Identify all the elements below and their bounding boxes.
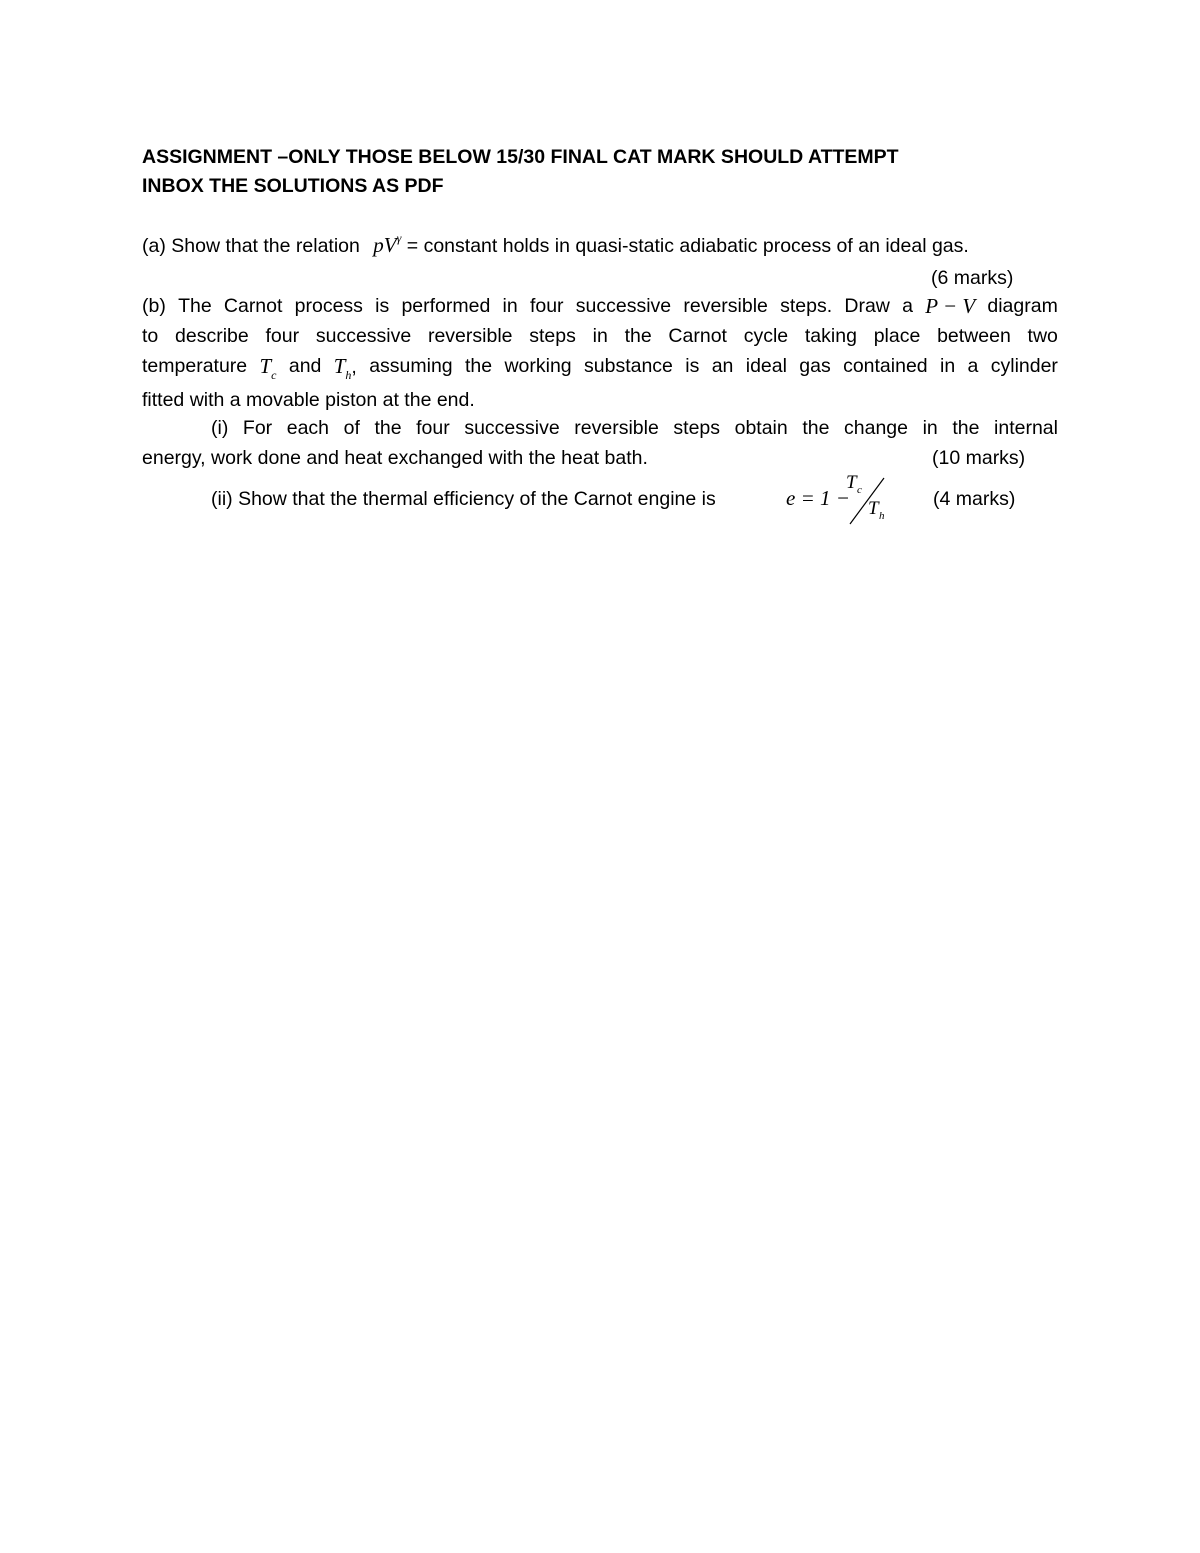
word: For (242, 417, 273, 439)
word: is (685, 355, 700, 377)
word: an (711, 355, 734, 377)
word: temperature (142, 355, 248, 377)
word: to (142, 325, 159, 347)
tc-symbol (259, 354, 276, 381)
word: reversible (683, 295, 768, 317)
part-b-ii-marks: (4 marks) (933, 488, 1016, 510)
word: the (952, 417, 980, 439)
part-b-line-3 (142, 354, 1058, 381)
pv-expression: pV (373, 233, 397, 257)
th-symbol (334, 354, 357, 381)
word: the (624, 325, 652, 347)
part-b-line-2 (142, 324, 1058, 348)
word: assuming (369, 355, 453, 377)
pv-diagram-label: P − V (925, 294, 976, 318)
word: Carnot (668, 325, 727, 347)
word: substance (584, 355, 673, 377)
word: cylinder (990, 355, 1058, 377)
word: in (922, 417, 938, 439)
word: between (937, 325, 1011, 347)
part-b-ii-text: (ii) Show that the thermal efficiency of the Carnot engine is (211, 488, 716, 510)
word: steps (529, 325, 576, 347)
word: diagram (987, 295, 1058, 317)
word: reversible (574, 417, 659, 439)
e-letter: e = 1 − (786, 486, 850, 510)
word: and (288, 355, 322, 377)
word: two (1027, 325, 1058, 347)
part-a-marks: (6 marks) (931, 267, 1014, 289)
part-b-i-line-1 (211, 416, 1058, 440)
numerator-T: T (846, 472, 857, 493)
efficiency-lhs (786, 486, 850, 510)
word: a (967, 355, 979, 377)
part-a-text-after: = constant holds in quasi-static adiabatic process of an ideal gas. (406, 235, 969, 257)
efficiency-fraction (842, 474, 886, 522)
word: four (265, 325, 300, 347)
word: successive (575, 295, 672, 317)
word: in (502, 295, 518, 317)
part-b-i-marks: (10 marks) (932, 447, 1026, 469)
word: each (286, 417, 330, 439)
word: a (902, 295, 913, 317)
word: (b) (142, 295, 166, 317)
word: contained (843, 355, 928, 377)
assignment-title: ASSIGNMENT –ONLY THOSE BELOW 15/30 FINAL CAT MARK SHOULD ATTEMPT (142, 146, 899, 168)
word: process (294, 295, 363, 317)
word: gas (799, 355, 831, 377)
part-a-question (142, 233, 969, 260)
word: the (802, 417, 830, 439)
gamma-exponent: γ (396, 231, 402, 245)
word: obtain (734, 417, 788, 439)
word: describe (175, 325, 249, 347)
tc-letter: T (259, 354, 272, 378)
word: four (529, 295, 564, 317)
th-subscript: h (345, 368, 352, 382)
word: (i) (211, 417, 229, 439)
word: cycle (743, 325, 789, 347)
word: working (504, 355, 572, 377)
word: is (375, 295, 390, 317)
word: steps. (780, 295, 833, 317)
word: four (416, 417, 450, 439)
word: internal (994, 417, 1058, 439)
part-a-text-before: (a) Show that the relation (142, 235, 360, 257)
tc-subscript: c (271, 368, 277, 382)
part-b-line-1 (142, 294, 1058, 318)
word: successive (464, 417, 560, 439)
word: successive (315, 325, 412, 347)
word: in (940, 355, 956, 377)
word: steps (673, 417, 721, 439)
word: place (873, 325, 921, 347)
word: performed (401, 295, 491, 317)
part-b-line-4: fitted with a movable piston at the end. (142, 389, 475, 411)
word: taking (804, 325, 857, 347)
denominator-subscript: h (879, 510, 885, 522)
denominator-T: T (868, 498, 879, 519)
word: change (844, 417, 908, 439)
part-b-i-line-2: energy, work done and heat exchanged with the heat bath. (142, 447, 648, 469)
th-letter: T (333, 354, 346, 378)
word: the (465, 355, 493, 377)
word: in (592, 325, 608, 347)
comma: , (351, 356, 357, 378)
word: of (343, 417, 360, 439)
word: ideal (745, 355, 787, 377)
word: the (374, 417, 402, 439)
numerator-subscript: c (857, 484, 862, 496)
word: reversible (427, 325, 513, 347)
word: The (178, 295, 212, 317)
word: Draw (844, 295, 890, 317)
word: Carnot (223, 295, 283, 317)
assignment-instruction: INBOX THE SOLUTIONS AS PDF (142, 175, 444, 197)
